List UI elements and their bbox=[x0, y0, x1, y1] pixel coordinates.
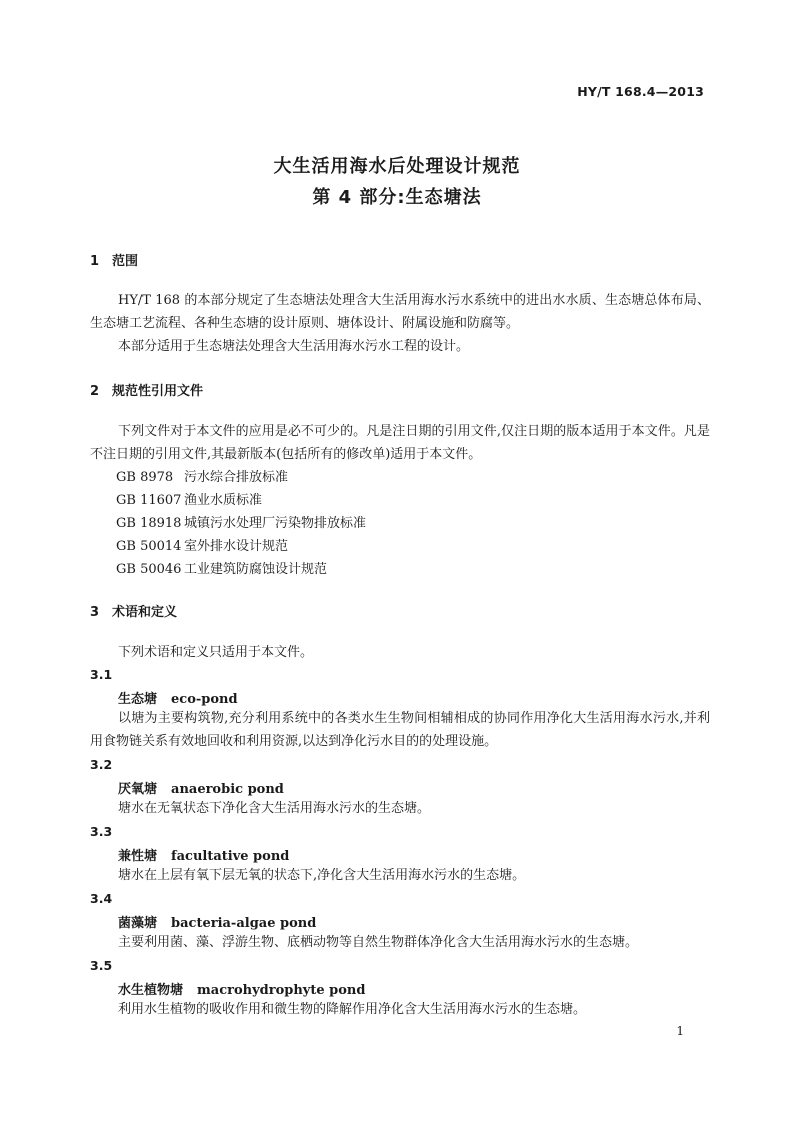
section-3-heading bbox=[90, 601, 177, 620]
term-number: 3.3 bbox=[90, 824, 113, 839]
title-line-1: 大生活用海水后处理设计规范 bbox=[273, 156, 521, 177]
page-number: 1 bbox=[676, 1024, 684, 1038]
section-title: 范围 bbox=[112, 254, 139, 269]
term-chinese: 厌氧塘 bbox=[118, 782, 158, 797]
term-number: 3.5 bbox=[90, 958, 113, 973]
section-1-paragraph-1: HY/T 168 的本部分规定了生态塘法处理含大生活用海水污水系统中的进出水水质、生态塘总体布局、生态塘工艺流程、各种生态塘的设计原则、塘体设计、附属设施和防腐等。 bbox=[90, 293, 710, 331]
section-2-paragraph-1: 下列文件对于本文件的应用是必不可少的。凡是注日期的引用文件,仅注日期的版本适用于本文件。凡是不注日期的引用文件,其最新版本(包括所有的修改单)适用于本文件。 bbox=[90, 424, 710, 462]
reference-code: GB 8978 bbox=[116, 470, 174, 485]
reference-code: GB 50046 bbox=[116, 562, 182, 577]
term-english: eco-pond bbox=[171, 692, 238, 707]
reference-item bbox=[116, 512, 366, 531]
section-number: 2 bbox=[90, 384, 100, 399]
term-english: bacteria-algae pond bbox=[171, 916, 317, 931]
section-number: 3 bbox=[90, 605, 100, 620]
term-chinese: 水生植物塘 bbox=[118, 983, 184, 998]
term-number: 3.1 bbox=[90, 667, 113, 682]
reference-code: GB 18918 bbox=[116, 516, 182, 531]
reference-item bbox=[116, 558, 327, 577]
section-title: 规范性引用文件 bbox=[112, 384, 204, 399]
term-chinese: 菌藻塘 bbox=[118, 916, 158, 931]
term-english: anaerobic pond bbox=[171, 782, 284, 797]
title-line-2: 第 4 部分:生态塘法 bbox=[312, 187, 482, 208]
reference-name: 室外排水设计规范 bbox=[184, 539, 289, 554]
term-chinese: 生态塘 bbox=[118, 692, 158, 707]
section-1-heading bbox=[90, 250, 138, 269]
term-definition: 主要利用菌、藻、浮游生物、底栖动物等自然生物群体净化含大生活用海水污水的生态塘。 bbox=[118, 935, 639, 950]
term-number: 3.2 bbox=[90, 757, 113, 772]
term-definition: 塘水在上层有氧下层无氧的状态下,净化含大生活用海水污水的生态塘。 bbox=[118, 868, 526, 883]
section-3-intro: 下列术语和定义只适用于本文件。 bbox=[118, 645, 314, 660]
section-title: 术语和定义 bbox=[112, 605, 178, 620]
section-1-paragraph-2: 本部分适用于生态塘法处理含大生活用海水污水工程的设计。 bbox=[118, 339, 470, 354]
term-heading bbox=[118, 912, 316, 931]
term-heading bbox=[118, 979, 365, 998]
reference-name: 渔业水质标准 bbox=[184, 493, 263, 508]
term-english: facultative pond bbox=[171, 849, 290, 864]
term-english: macrohydrophyte pond bbox=[197, 983, 366, 998]
term-definition: 塘水在无氧状态下净化含大生活用海水污水的生态塘。 bbox=[118, 801, 431, 816]
term-heading bbox=[118, 845, 289, 864]
term-definition: 利用水生植物的吸收作用和微生物的降解作用净化含大生活用海水污水的生态塘。 bbox=[118, 1002, 587, 1017]
reference-name: 城镇污水处理厂污染物排放标准 bbox=[184, 516, 367, 531]
reference-code: GB 11607 bbox=[116, 493, 182, 508]
term-heading bbox=[118, 778, 284, 797]
reference-item bbox=[116, 489, 262, 508]
reference-name: 工业建筑防腐蚀设计规范 bbox=[184, 562, 328, 577]
reference-code: GB 50014 bbox=[116, 539, 182, 554]
term-chinese: 兼性塘 bbox=[118, 849, 158, 864]
section-2-heading bbox=[90, 380, 203, 399]
term-number: 3.4 bbox=[90, 891, 113, 906]
reference-item bbox=[116, 535, 288, 554]
term-heading bbox=[118, 688, 238, 707]
reference-item bbox=[116, 466, 288, 485]
term-definition: 以塘为主要构筑物,充分利用系统中的各类水生生物间相辅相成的协同作用净化大生活用海水污水,并利用食物链关系有效地回收和利用资源,以达到净化污水目的的处理设施。 bbox=[90, 711, 710, 749]
document-code: HY/T 168.4—2013 bbox=[577, 84, 704, 99]
section-number: 1 bbox=[90, 254, 100, 269]
reference-name: 污水综合排放标准 bbox=[184, 470, 289, 485]
